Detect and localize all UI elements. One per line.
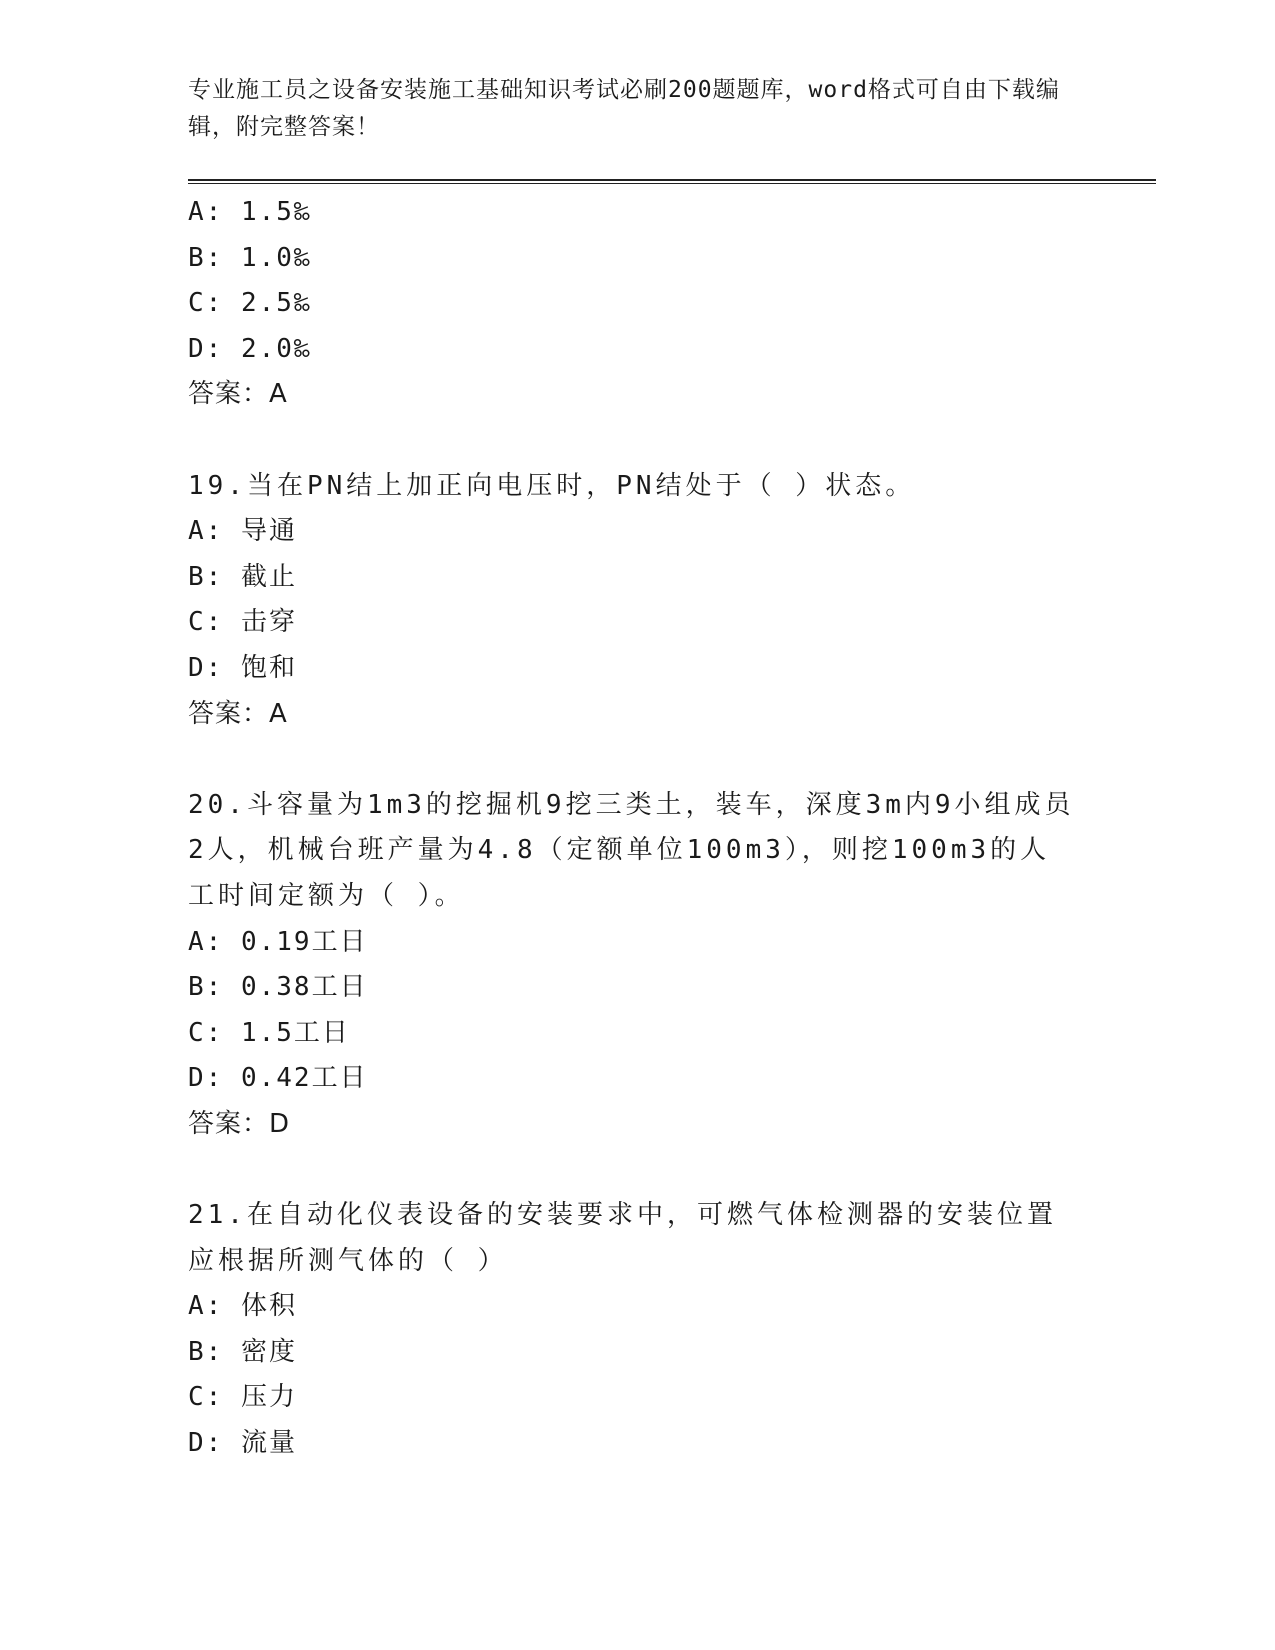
option-a: A: 1.5‰ — [188, 197, 312, 227]
option-c: C: 2.5‰ — [188, 288, 312, 319]
question-19 — [188, 464, 1088, 738]
option-b: B: 0.38工日 — [188, 972, 368, 1003]
question-21 — [188, 1193, 1088, 1467]
option-c: C: 1.5工日 — [188, 1017, 350, 1048]
answer-text: 答案：A — [188, 379, 288, 410]
question-stem: 21.在自动化仪表设备的安装要求中，可燃气体检测器的安装位置应根据所测气体的（ ） — [188, 1200, 1057, 1276]
document-header — [188, 72, 1088, 146]
option-d: D: 2.0‰ — [188, 333, 312, 364]
option-b: B: 截止 — [188, 561, 297, 592]
option-b: B: 1.0‰ — [188, 242, 312, 273]
question-list — [188, 190, 1088, 1467]
header-divider-thin — [188, 183, 1156, 184]
option-c: C: 压力 — [188, 1382, 297, 1413]
option-c: C: 击穿 — [188, 607, 297, 638]
document-title: 专业施工员之设备安装施工基础知识考试必刷200题题库，word格式可自由下载编辑，附完整答案！ — [188, 77, 1060, 140]
option-a: A: 导通 — [188, 516, 297, 547]
answer-text: 答案：A — [188, 698, 288, 729]
option-b: B: 密度 — [188, 1336, 297, 1367]
option-a: A: 体积 — [188, 1291, 297, 1322]
question-20 — [188, 783, 1088, 1148]
question-18 — [188, 190, 1088, 418]
option-d: D: 0.42工日 — [188, 1063, 368, 1094]
header-divider-thick — [188, 179, 1156, 181]
question-stem: 19.当在PN结上加正向电压时，PN结处于（ ）状态。 — [188, 470, 916, 501]
option-a: A: 0.19工日 — [188, 926, 368, 957]
option-d: D: 饱和 — [188, 652, 297, 683]
option-d: D: 流量 — [188, 1428, 297, 1459]
question-stem: 20.斗容量为1m3的挖掘机9挖三类土，装车，深度3m内9小组成员2人，机械台班产量为4.8（定额单位100m3），则挖100m3的人工时间定额为（ ）。 — [188, 789, 1075, 911]
answer-text: 答案：D — [188, 1108, 291, 1139]
